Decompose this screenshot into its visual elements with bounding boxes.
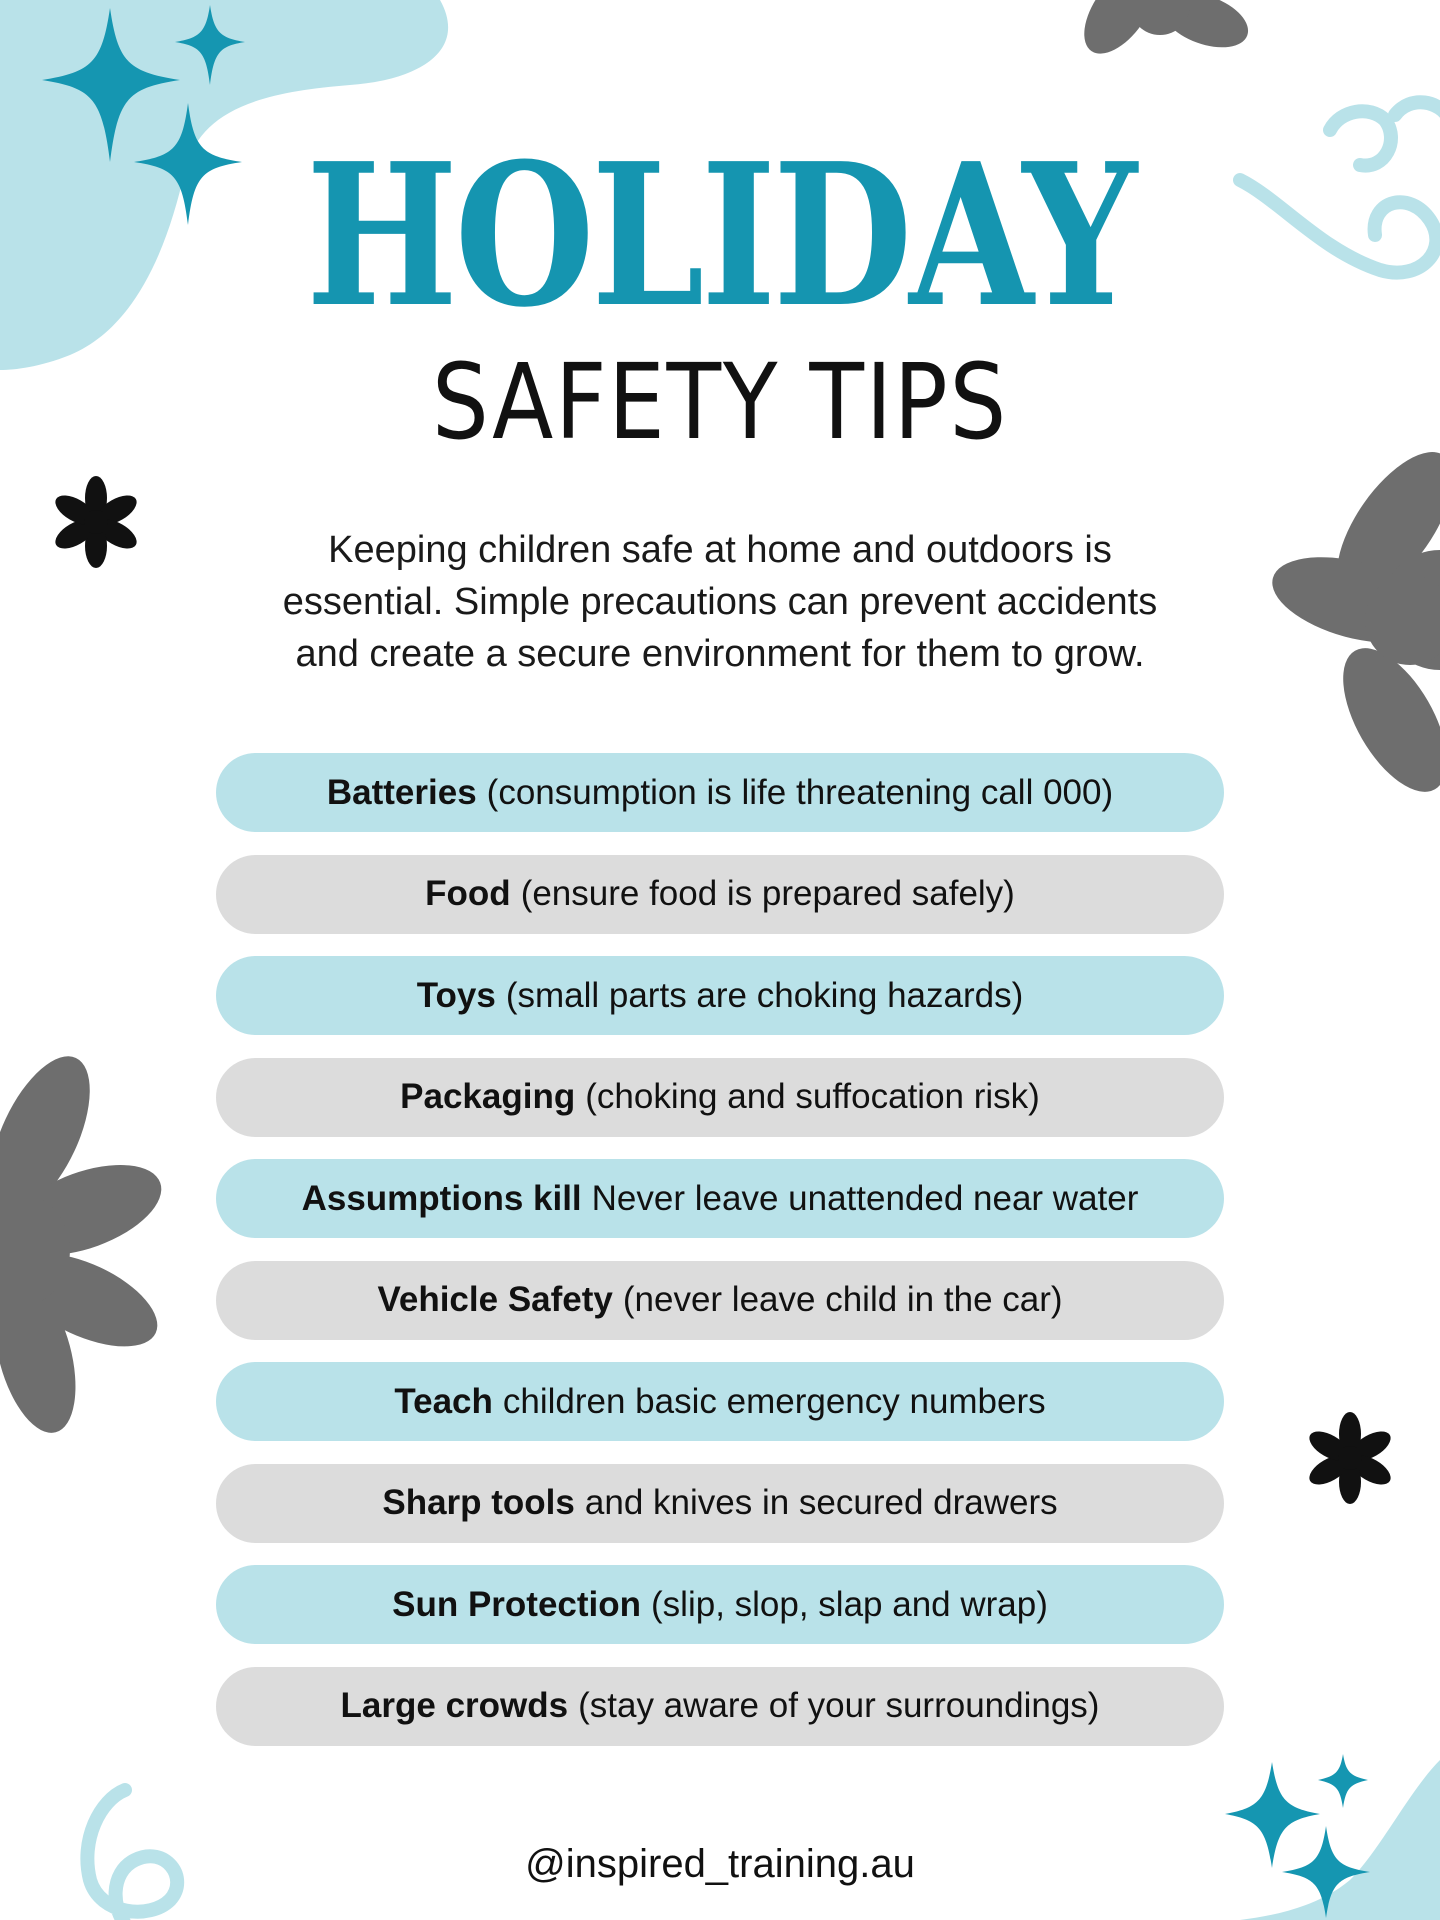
tip-keyword: Toys xyxy=(416,975,496,1015)
tip-text: children basic emergency numbers xyxy=(502,1381,1046,1421)
tip-text: (consumption is life threatening call 000) xyxy=(486,772,1114,812)
tip-item xyxy=(216,1667,1224,1746)
social-handle: @inspired_training.au xyxy=(525,1842,915,1886)
tip-text: (ensure food is prepared safely) xyxy=(520,874,1015,913)
tip-keyword: Vehicle Safety xyxy=(377,1280,613,1319)
tip-text: (stay aware of your surroundings) xyxy=(578,1686,1100,1725)
tip-text: and knives in secured drawers xyxy=(584,1483,1058,1522)
intro-paragraph xyxy=(220,524,1220,680)
tip-text: (slip, slop, slap and wrap) xyxy=(651,1584,1048,1624)
intro-line: essential. Simple precautions can prevent accidents xyxy=(282,581,1158,623)
tip-text: (choking and suffocation risk) xyxy=(585,1077,1040,1116)
flower-icon xyxy=(0,1042,173,1442)
tip-keyword: Sharp tools xyxy=(382,1483,575,1522)
flower-icon xyxy=(1070,0,1255,66)
tip-item xyxy=(216,1159,1224,1238)
tip-item xyxy=(216,956,1224,1035)
tip-item xyxy=(216,855,1224,934)
tip-keyword: Food xyxy=(425,874,511,913)
tips-list xyxy=(216,753,1224,1768)
flower-icon xyxy=(1263,434,1440,809)
tip-item xyxy=(216,1058,1224,1137)
intro-line: Keeping children safe at home and outdoors is xyxy=(328,529,1112,571)
page-subtitle: SAFETY TIPS xyxy=(432,341,1008,463)
tip-text: Never leave unattended near water xyxy=(591,1178,1139,1218)
tip-keyword: Large crowds xyxy=(340,1686,569,1725)
tip-item xyxy=(216,1362,1224,1441)
tip-keyword: Teach xyxy=(394,1381,493,1421)
tip-text: (never leave child in the car) xyxy=(622,1280,1063,1319)
tip-item xyxy=(216,1261,1224,1340)
intro-line: and create a secure environment for them to grow. xyxy=(295,633,1145,675)
tip-item xyxy=(216,1464,1224,1543)
tip-keyword: Assumptions kill xyxy=(301,1178,582,1218)
page-title: HOLIDAY xyxy=(306,121,1134,351)
tip-text: (small parts are choking hazards) xyxy=(505,975,1024,1015)
tip-item xyxy=(216,753,1224,832)
tip-keyword: Sun Protection xyxy=(392,1584,642,1624)
tip-keyword: Batteries xyxy=(326,772,477,812)
tip-keyword: Packaging xyxy=(400,1077,576,1116)
tip-item xyxy=(216,1565,1224,1644)
